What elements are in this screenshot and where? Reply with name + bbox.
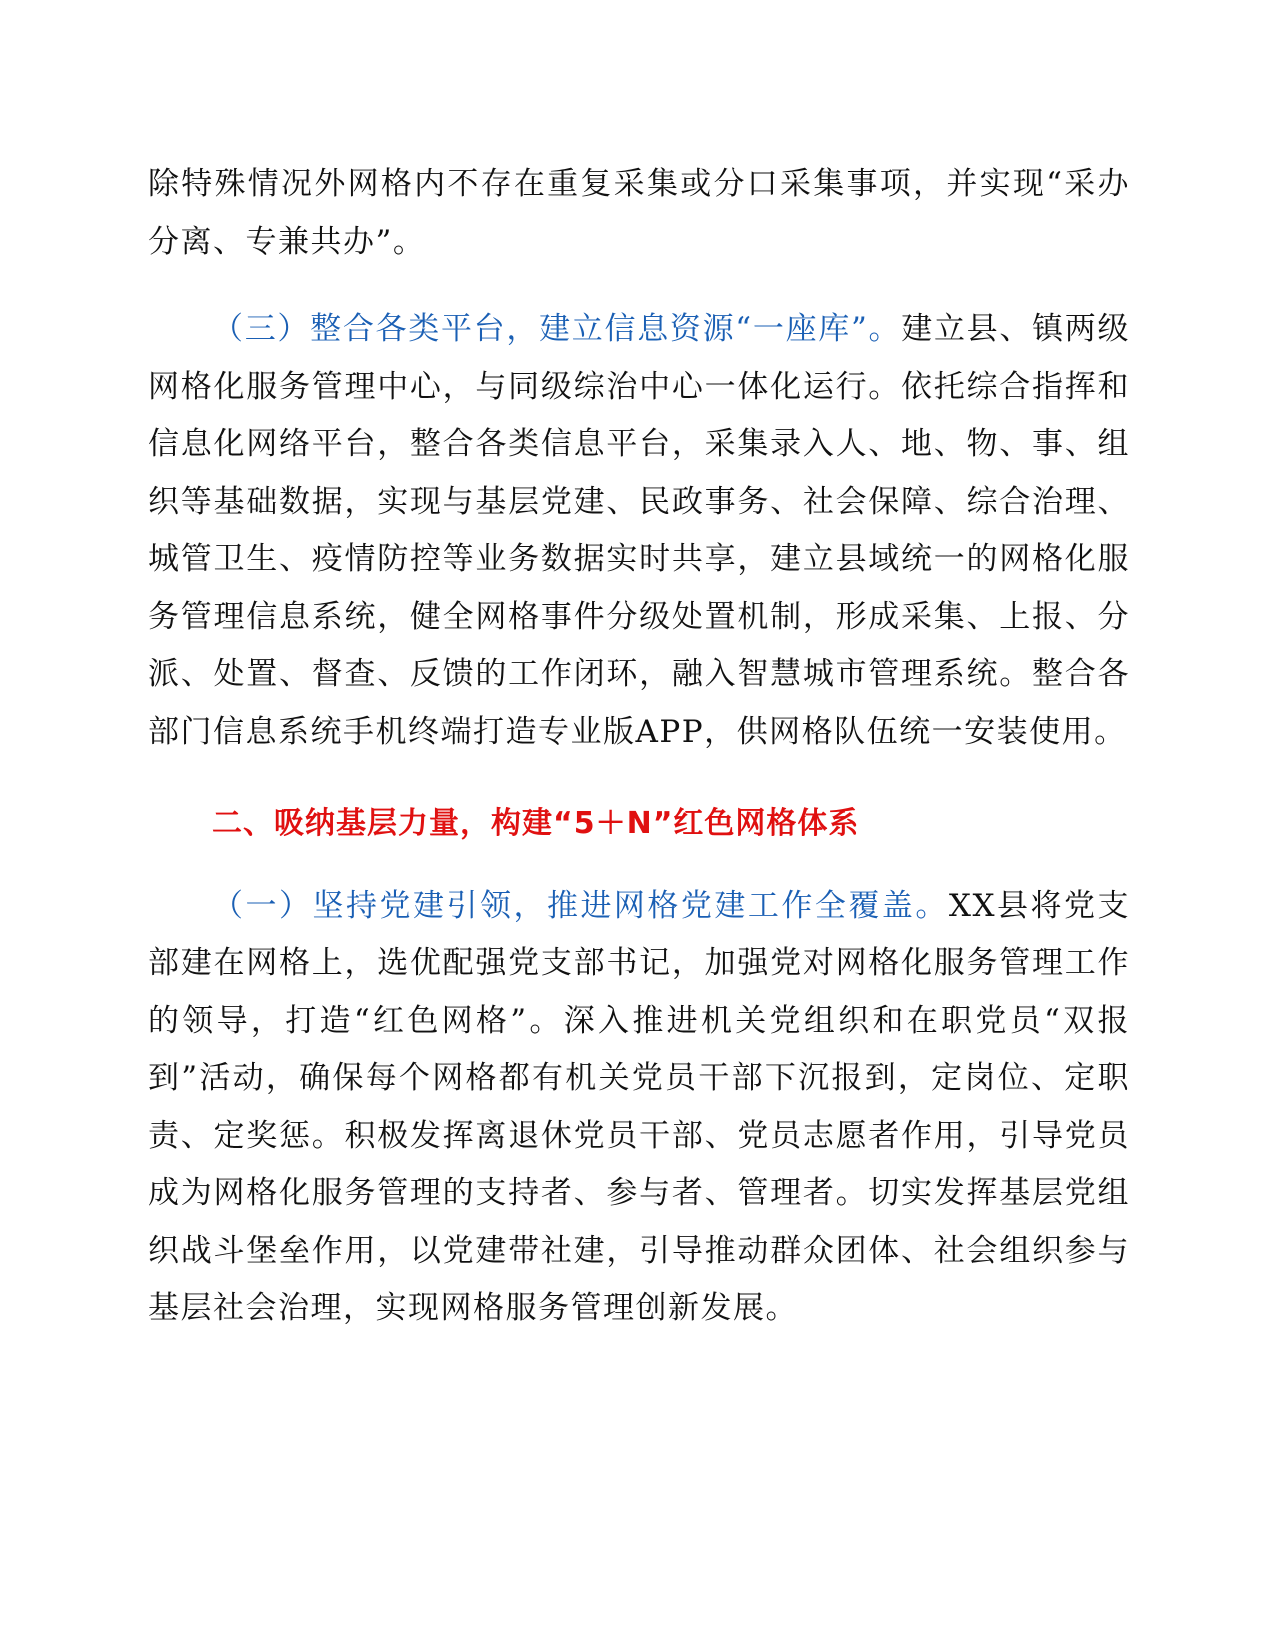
section-3-body: 建立县、镇两级网格化服务管理中心，与同级综治中心一体化运行。依托综合指挥和信息化网络平台，整合各类信息平台，采集录入人、地、物、事、组织等基础数据，实现与基层党建、民政事务、社会保障、综合治理、城管卫生、疫情防控等业务数据实时共享，建立县域统一的网格化服务管理信息系统，健全网格事件分级处置机制，形成采集、上报、分派、处置、督查、反馈的工作闭环，融入智慧城市管理系统。整合各部门信息系统手机终端打造专业版APP，供网格队伍统一安装使用。 <box>148 311 1130 750</box>
paragraph-section-3 <box>148 301 1130 761</box>
paragraph-section-1 <box>148 878 1130 1338</box>
paragraph-continued <box>148 156 1130 271</box>
section-1-body: XX县将党支部建在网格上，选优配强党支部书记，加强党对网格化服务管理工作的领导，打造“红色网格”。深入推进机关党组织和在职党员“双报到”活动，确保每个网格都有机关党员干部下沉报到，定岗位、定职责、定奖惩。积极发挥离退休党员干部、党员志愿者作用，引导党员成为网格化服务管理的支持者、参与者、管理者。切实发挥基层党组织战斗堡垒作用，以党建带社建，引导推动群众团体、社会组织参与基层社会治理，实现网格服务管理创新发展。 <box>148 887 1131 1326</box>
paragraph-continued-text: 除特殊情况外网格内不存在重复采集或分口采集事项，并实现“采办分离、专兼共办”。 <box>148 166 1130 260</box>
section-3-subheading: （三）整合各类平台，建立信息资源“一座库”。 <box>212 311 902 347</box>
section-2-heading: 二、吸纳基层力量，构建“5＋N”红色网格体系 <box>212 806 860 841</box>
section-1-subheading: （一）坚持党建引领，推进网格党建工作全覆盖。 <box>212 887 949 924</box>
document-body <box>148 156 1130 1338</box>
